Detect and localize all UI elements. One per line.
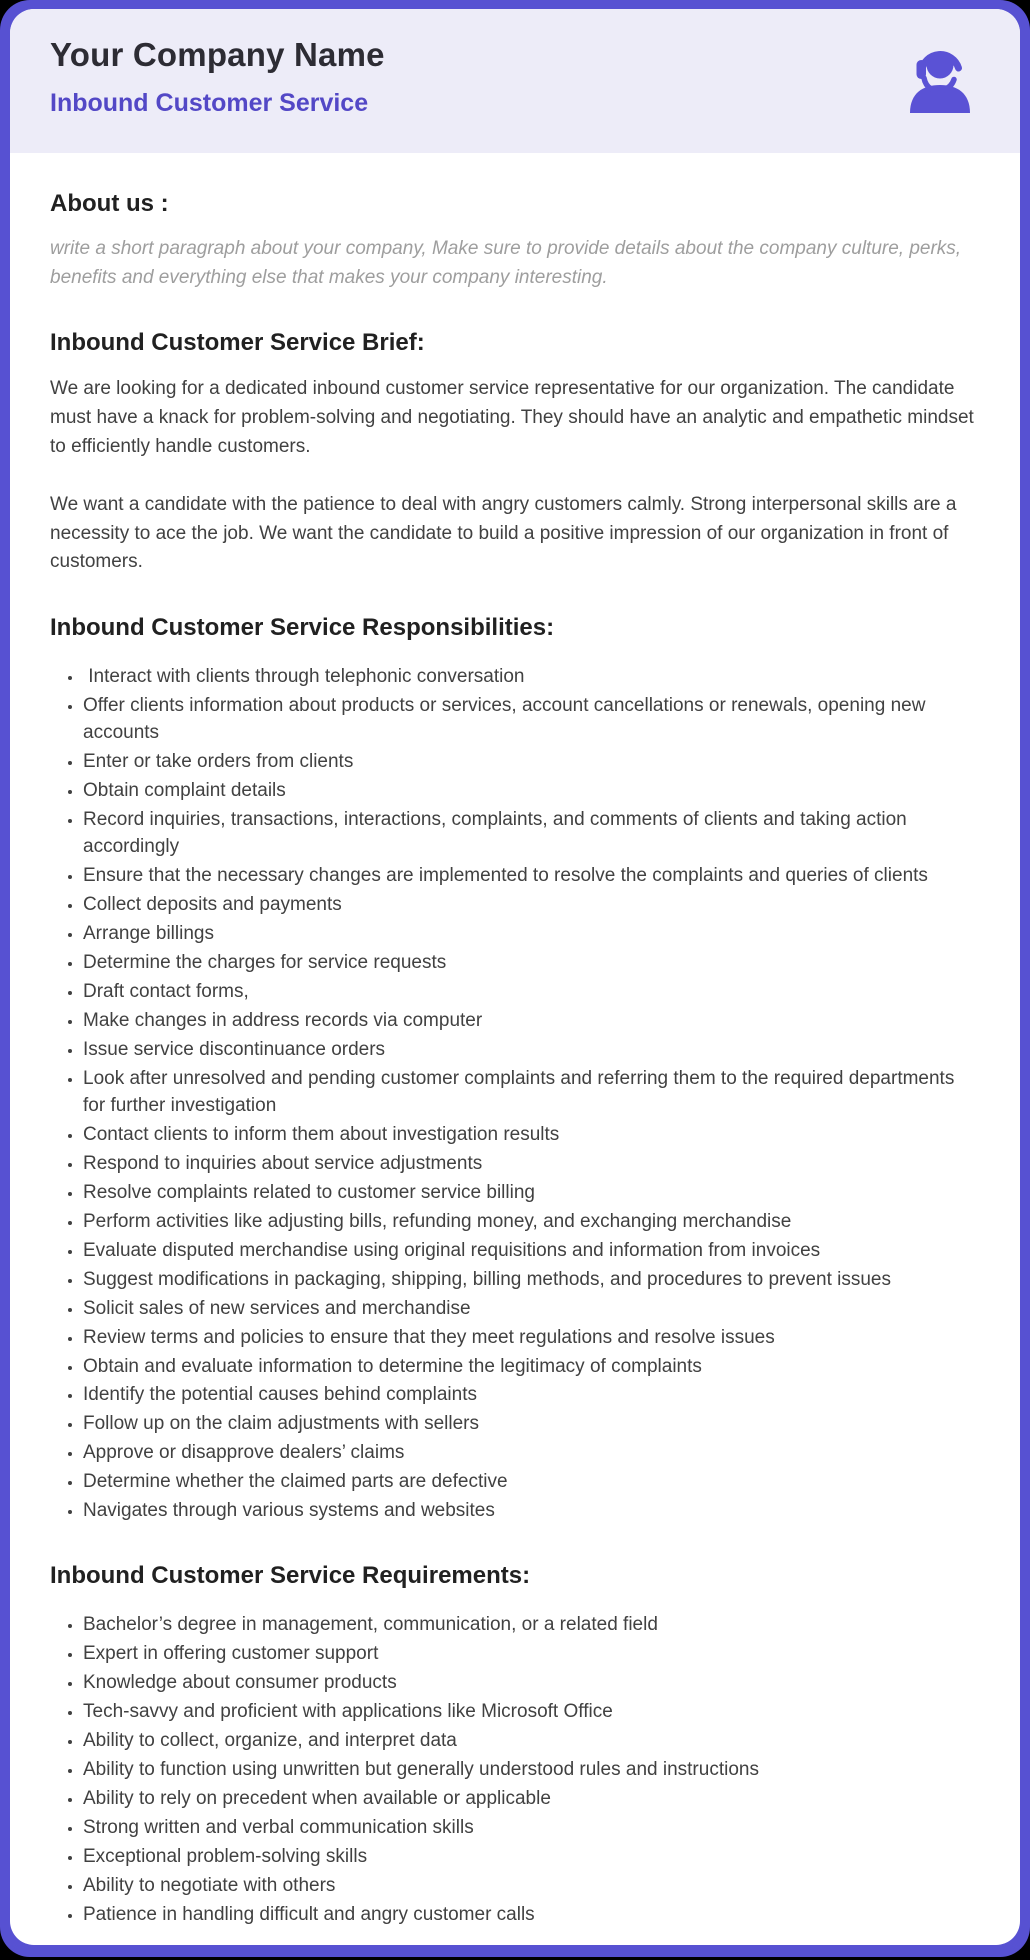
requirements-heading: Inbound Customer Service Requirements: bbox=[50, 1562, 531, 1590]
list-item: • Determine whether the claimed parts are defective bbox=[83, 1469, 980, 1496]
list-item: • Obtain complaint details bbox=[83, 778, 980, 805]
list-item: • Review terms and policies to ensure that they meet regulations and resolve issues bbox=[83, 1325, 980, 1352]
job-description-card bbox=[10, 9, 1020, 1945]
brief-heading: Inbound Customer Service Brief: bbox=[50, 329, 425, 356]
list-item: • Exceptional problem-solving skills bbox=[83, 1844, 980, 1871]
brief-paragraph-2: We want a candidate with the patience to deal with angry customers calmly. Strong interpersonal skills are a necessity to ace the job. We want the candidate to build a positive impression of our organization in front of customers. bbox=[50, 493, 957, 573]
list-item: • Navigates through various systems and websites bbox=[83, 1498, 980, 1525]
list-item: • Obtain and evaluate information to determine the legitimacy of complaints bbox=[83, 1354, 980, 1381]
list-item: • Resolve complaints related to customer service billing bbox=[83, 1180, 980, 1207]
company-name: Your Company Name bbox=[50, 36, 385, 73]
list-item: • Expert in offering customer support bbox=[83, 1641, 980, 1668]
list-item: • Offer clients information about products or services, account cancellations or renewals, opening new accounts bbox=[83, 693, 980, 747]
list-item: • Draft contact forms, bbox=[83, 979, 980, 1006]
list-item: • Collect deposits and payments bbox=[83, 892, 980, 919]
list-item: • Identify the potential causes behind complaints bbox=[83, 1382, 980, 1409]
list-item: • Determine the charges for service requests bbox=[83, 950, 980, 977]
header bbox=[10, 9, 1020, 153]
brief-paragraph-1: We are looking for a dedicated inbound customer service representative for our organization. The candidate must have a knack for problem-solving and negotiating. They should have an analytic and empathetic mindset to efficiently handle customers. bbox=[50, 378, 974, 457]
list-item: • Bachelor’s degree in management, communication, or a related field bbox=[83, 1612, 980, 1639]
list-item: • Follow up on the claim adjustments with sellers bbox=[83, 1411, 980, 1438]
list-item: • Look after unresolved and pending customer complaints and referring them to the required departments for further investigation bbox=[83, 1066, 980, 1120]
list-item: • Perform activities like adjusting bills, refunding money, and exchanging merchandise bbox=[83, 1209, 980, 1236]
list-item: • Evaluate disputed merchandise using original requisitions and information from invoices bbox=[83, 1238, 980, 1265]
list-item: • Respond to inquiries about service adjustments bbox=[83, 1151, 980, 1178]
list-item: • Make changes in address records via computer bbox=[83, 1008, 980, 1035]
list-item: • Suggest modifications in packaging, shipping, billing methods, and procedures to prevent issues bbox=[83, 1267, 980, 1294]
list-item: • Ensure that the necessary changes are implemented to resolve the complaints and queries of clients bbox=[83, 863, 980, 890]
list-item: • Knowledge about consumer products bbox=[83, 1670, 980, 1697]
headset-agent-icon bbox=[898, 35, 982, 119]
about-heading: About us : bbox=[50, 190, 169, 217]
list-item: • Ability to rely on precedent when available or applicable bbox=[83, 1786, 980, 1813]
list-item: • Patience in handling difficult and angry customer calls bbox=[83, 1902, 980, 1929]
list-item: • Solicit sales of new services and merchandise bbox=[83, 1296, 980, 1323]
list-item: • Ability to function using unwritten but generally understood rules and instructions bbox=[83, 1757, 980, 1784]
list-item: • Approve or disapprove dealers’ claims bbox=[83, 1440, 980, 1467]
list-item: • Strong written and verbal communication skills bbox=[83, 1815, 980, 1842]
list-item: • Contact clients to inform them about investigation results bbox=[83, 1122, 980, 1149]
job-title: Inbound Customer Service bbox=[50, 88, 369, 117]
document-body bbox=[10, 189, 1020, 1945]
list-item: • Enter or take orders from clients bbox=[83, 749, 980, 776]
list-item: • Ability to collect, organize, and interpret data bbox=[83, 1728, 980, 1755]
list-item: • Interact with clients through telephonic conversation bbox=[83, 664, 980, 691]
about-placeholder-text: write a short paragraph about your company, Make sure to provide details about the company culture, perks, benefits and everything else that makes your company interesting. bbox=[50, 238, 962, 288]
list-item: • Ability to negotiate with others bbox=[83, 1873, 980, 1900]
responsibilities-list bbox=[50, 664, 980, 1525]
list-item: • Issue service discontinuance orders bbox=[83, 1037, 980, 1064]
list-item: • Tech-savvy and proficient with applications like Microsoft Office bbox=[83, 1699, 980, 1726]
list-item: • Arrange billings bbox=[83, 921, 980, 948]
responsibilities-heading: Inbound Customer Service Responsibilities: bbox=[50, 614, 555, 642]
list-item: • Record inquiries, transactions, interactions, complaints, and comments of clients and taking action accordingly bbox=[83, 807, 980, 861]
requirements-list bbox=[50, 1612, 980, 1929]
